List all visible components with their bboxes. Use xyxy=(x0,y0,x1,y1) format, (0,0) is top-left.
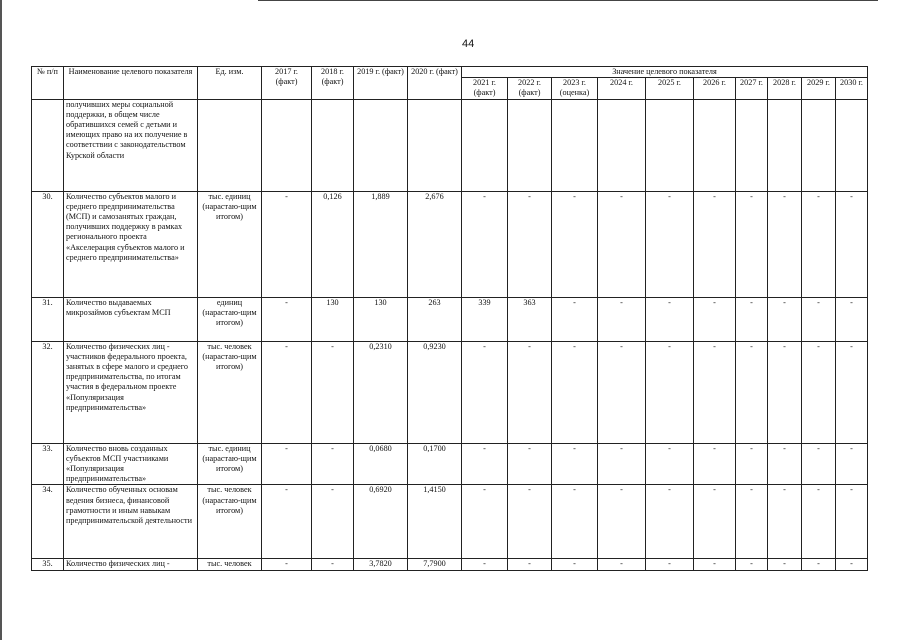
value-cell: - xyxy=(552,559,598,571)
header-year-2024: 2024 г. xyxy=(598,78,646,99)
header-year-2020: 2020 г. (факт) xyxy=(408,67,462,100)
value-cell: - xyxy=(262,443,312,485)
value-cell: - xyxy=(646,485,694,559)
header-year-2025: 2025 г. xyxy=(646,78,694,99)
value-cell: - xyxy=(768,443,802,485)
value-cell: - xyxy=(736,485,768,559)
header-target-group: Значение целевого показателя xyxy=(462,67,868,78)
value-cell: - xyxy=(694,341,736,443)
value-cell: - xyxy=(836,485,868,559)
indicator-name: получивших меры социальной поддержки, в общем числе обратившихся семей с детьми и имеющих право на их получение в соответствии с законодательством Курской области xyxy=(64,99,198,191)
value-cell: - xyxy=(462,443,508,485)
value-cell: - xyxy=(262,559,312,571)
table-row xyxy=(32,99,868,191)
header-year-2022: 2022 г. (факт) xyxy=(508,78,552,99)
header-year-2027: 2027 г. xyxy=(736,78,768,99)
value-cell xyxy=(694,99,736,191)
header-unit: Ед. изм. xyxy=(198,67,262,100)
value-cell xyxy=(646,99,694,191)
header-year-2017: 2017 г. (факт) xyxy=(262,67,312,100)
value-cell: - xyxy=(462,191,508,297)
value-cell xyxy=(312,99,354,191)
value-cell: 263 xyxy=(408,297,462,341)
value-cell: - xyxy=(646,297,694,341)
value-cell: 130 xyxy=(354,297,408,341)
table-row xyxy=(32,341,868,443)
header-name: Наименование целевого показателя xyxy=(64,67,198,100)
value-cell: 130 xyxy=(312,297,354,341)
header-year-2019: 2019 г. (факт) xyxy=(354,67,408,100)
value-cell: - xyxy=(262,485,312,559)
header-year-2026: 2026 г. xyxy=(694,78,736,99)
indicator-name: Количество физических лиц - xyxy=(64,559,198,571)
table-row xyxy=(32,443,868,485)
row-number: 31. xyxy=(32,297,64,341)
value-cell: - xyxy=(552,485,598,559)
indicator-name: Количество обученных основам ведения бизнеса, финансовой грамотности и иным навыкам предпринимательской деятельности xyxy=(64,485,198,559)
value-cell: 1,889 xyxy=(354,191,408,297)
value-cell: - xyxy=(462,485,508,559)
row-number: 34. xyxy=(32,485,64,559)
value-cell: 0,2310 xyxy=(354,341,408,443)
value-cell: - xyxy=(836,341,868,443)
value-cell: - xyxy=(694,191,736,297)
value-cell: - xyxy=(736,559,768,571)
value-cell: - xyxy=(552,297,598,341)
header-year-2018: 2018 г. (факт) xyxy=(312,67,354,100)
value-cell: - xyxy=(598,297,646,341)
header-year-2021: 2021 г. (факт) xyxy=(462,78,508,99)
value-cell xyxy=(836,99,868,191)
value-cell: - xyxy=(508,341,552,443)
value-cell: - xyxy=(836,559,868,571)
value-cell: - xyxy=(508,559,552,571)
value-cell: - xyxy=(462,559,508,571)
value-cell: - xyxy=(768,485,802,559)
value-cell xyxy=(736,99,768,191)
table-row xyxy=(32,297,868,341)
value-cell: - xyxy=(802,485,836,559)
unit-cell: тыс. человек (нарастаю-щим итогом) xyxy=(198,341,262,443)
value-cell: - xyxy=(312,559,354,571)
value-cell: 3,7820 xyxy=(354,559,408,571)
value-cell: - xyxy=(312,443,354,485)
value-cell xyxy=(262,99,312,191)
value-cell: - xyxy=(552,443,598,485)
value-cell: - xyxy=(768,341,802,443)
value-cell: 0,9230 xyxy=(408,341,462,443)
value-cell: - xyxy=(736,191,768,297)
row-number: 33. xyxy=(32,443,64,485)
header-number: № п/п xyxy=(32,67,64,100)
value-cell: - xyxy=(598,559,646,571)
value-cell: - xyxy=(646,443,694,485)
value-cell: - xyxy=(462,341,508,443)
header-row xyxy=(32,67,868,78)
value-cell: - xyxy=(508,485,552,559)
value-cell: - xyxy=(262,191,312,297)
value-cell: - xyxy=(694,297,736,341)
row-number: 35. xyxy=(32,559,64,571)
value-cell: - xyxy=(802,297,836,341)
value-cell: - xyxy=(598,485,646,559)
value-cell: - xyxy=(768,297,802,341)
header-year-2023: 2023 г. (оценка) xyxy=(552,78,598,99)
scan-border-left xyxy=(0,0,2,640)
value-cell: - xyxy=(598,443,646,485)
value-cell xyxy=(408,99,462,191)
table-row xyxy=(32,485,868,559)
unit-cell: тыс. человек (нарастаю-щим итогом) xyxy=(198,485,262,559)
row-number: 30. xyxy=(32,191,64,297)
value-cell: 7,7900 xyxy=(408,559,462,571)
value-cell: - xyxy=(552,341,598,443)
value-cell: - xyxy=(646,341,694,443)
value-cell: 0,1700 xyxy=(408,443,462,485)
header-year-2028: 2028 г. xyxy=(768,78,802,99)
table-row xyxy=(32,191,868,297)
value-cell xyxy=(552,99,598,191)
value-cell xyxy=(508,99,552,191)
value-cell: - xyxy=(736,443,768,485)
value-cell: - xyxy=(262,341,312,443)
indicator-name: Количество выдаваемых микрозаймов субъектам МСП xyxy=(64,297,198,341)
value-cell: 0,6920 xyxy=(354,485,408,559)
unit-cell: тыс. единиц (нарастаю-щим итогом) xyxy=(198,443,262,485)
value-cell: - xyxy=(836,443,868,485)
value-cell: 1,4150 xyxy=(408,485,462,559)
value-cell xyxy=(462,99,508,191)
table-row xyxy=(32,559,868,571)
value-cell xyxy=(802,99,836,191)
row-number xyxy=(32,99,64,191)
indicator-name: Количество физических лиц - участников федерального проекта, занятых в сфере малого и среднего предпринимательства, по итогам участия в федеральном проекте «Популяризация предпринимательства» xyxy=(64,341,198,443)
page-number: 44 xyxy=(462,38,475,50)
value-cell: - xyxy=(312,485,354,559)
value-cell xyxy=(598,99,646,191)
row-number: 32. xyxy=(32,341,64,443)
value-cell: - xyxy=(552,191,598,297)
value-cell: - xyxy=(646,191,694,297)
value-cell: - xyxy=(312,341,354,443)
value-cell xyxy=(354,99,408,191)
value-cell: - xyxy=(598,341,646,443)
value-cell: - xyxy=(802,191,836,297)
indicator-name: Количество вновь созданных субъектов МСП участниками «Популяризация предпринимательства» xyxy=(64,443,198,485)
unit-cell: единиц (нарастаю-щим итогом) xyxy=(198,297,262,341)
value-cell: - xyxy=(694,559,736,571)
scan-border-top xyxy=(258,0,878,1)
value-cell: - xyxy=(646,559,694,571)
value-cell: 0,126 xyxy=(312,191,354,297)
value-cell: - xyxy=(694,485,736,559)
indicator-table xyxy=(31,66,868,571)
value-cell: - xyxy=(802,559,836,571)
value-cell: - xyxy=(598,191,646,297)
unit-cell xyxy=(198,99,262,191)
value-cell: 339 xyxy=(462,297,508,341)
value-cell: - xyxy=(836,191,868,297)
value-cell xyxy=(768,99,802,191)
header-year-2029: 2029 г. xyxy=(802,78,836,99)
value-cell: - xyxy=(768,191,802,297)
value-cell: - xyxy=(508,443,552,485)
value-cell: - xyxy=(802,341,836,443)
value-cell: 363 xyxy=(508,297,552,341)
value-cell: - xyxy=(508,191,552,297)
unit-cell: тыс. единиц (нарастаю-щим итогом) xyxy=(198,191,262,297)
header-year-2030: 2030 г. xyxy=(836,78,868,99)
value-cell: - xyxy=(694,443,736,485)
value-cell: - xyxy=(802,443,836,485)
value-cell: - xyxy=(836,297,868,341)
value-cell: - xyxy=(262,297,312,341)
value-cell: - xyxy=(736,297,768,341)
value-cell: 2,676 xyxy=(408,191,462,297)
value-cell: - xyxy=(736,341,768,443)
indicator-name: Количество субъектов малого и среднего предпринимательства (МСП) и самозанятых граждан, получивших поддержку в рамках регионального проекта «Акселерация субъектов малого и среднего предпринимательства» xyxy=(64,191,198,297)
value-cell: 0,0680 xyxy=(354,443,408,485)
unit-cell: тыс. человек xyxy=(198,559,262,571)
value-cell: - xyxy=(768,559,802,571)
